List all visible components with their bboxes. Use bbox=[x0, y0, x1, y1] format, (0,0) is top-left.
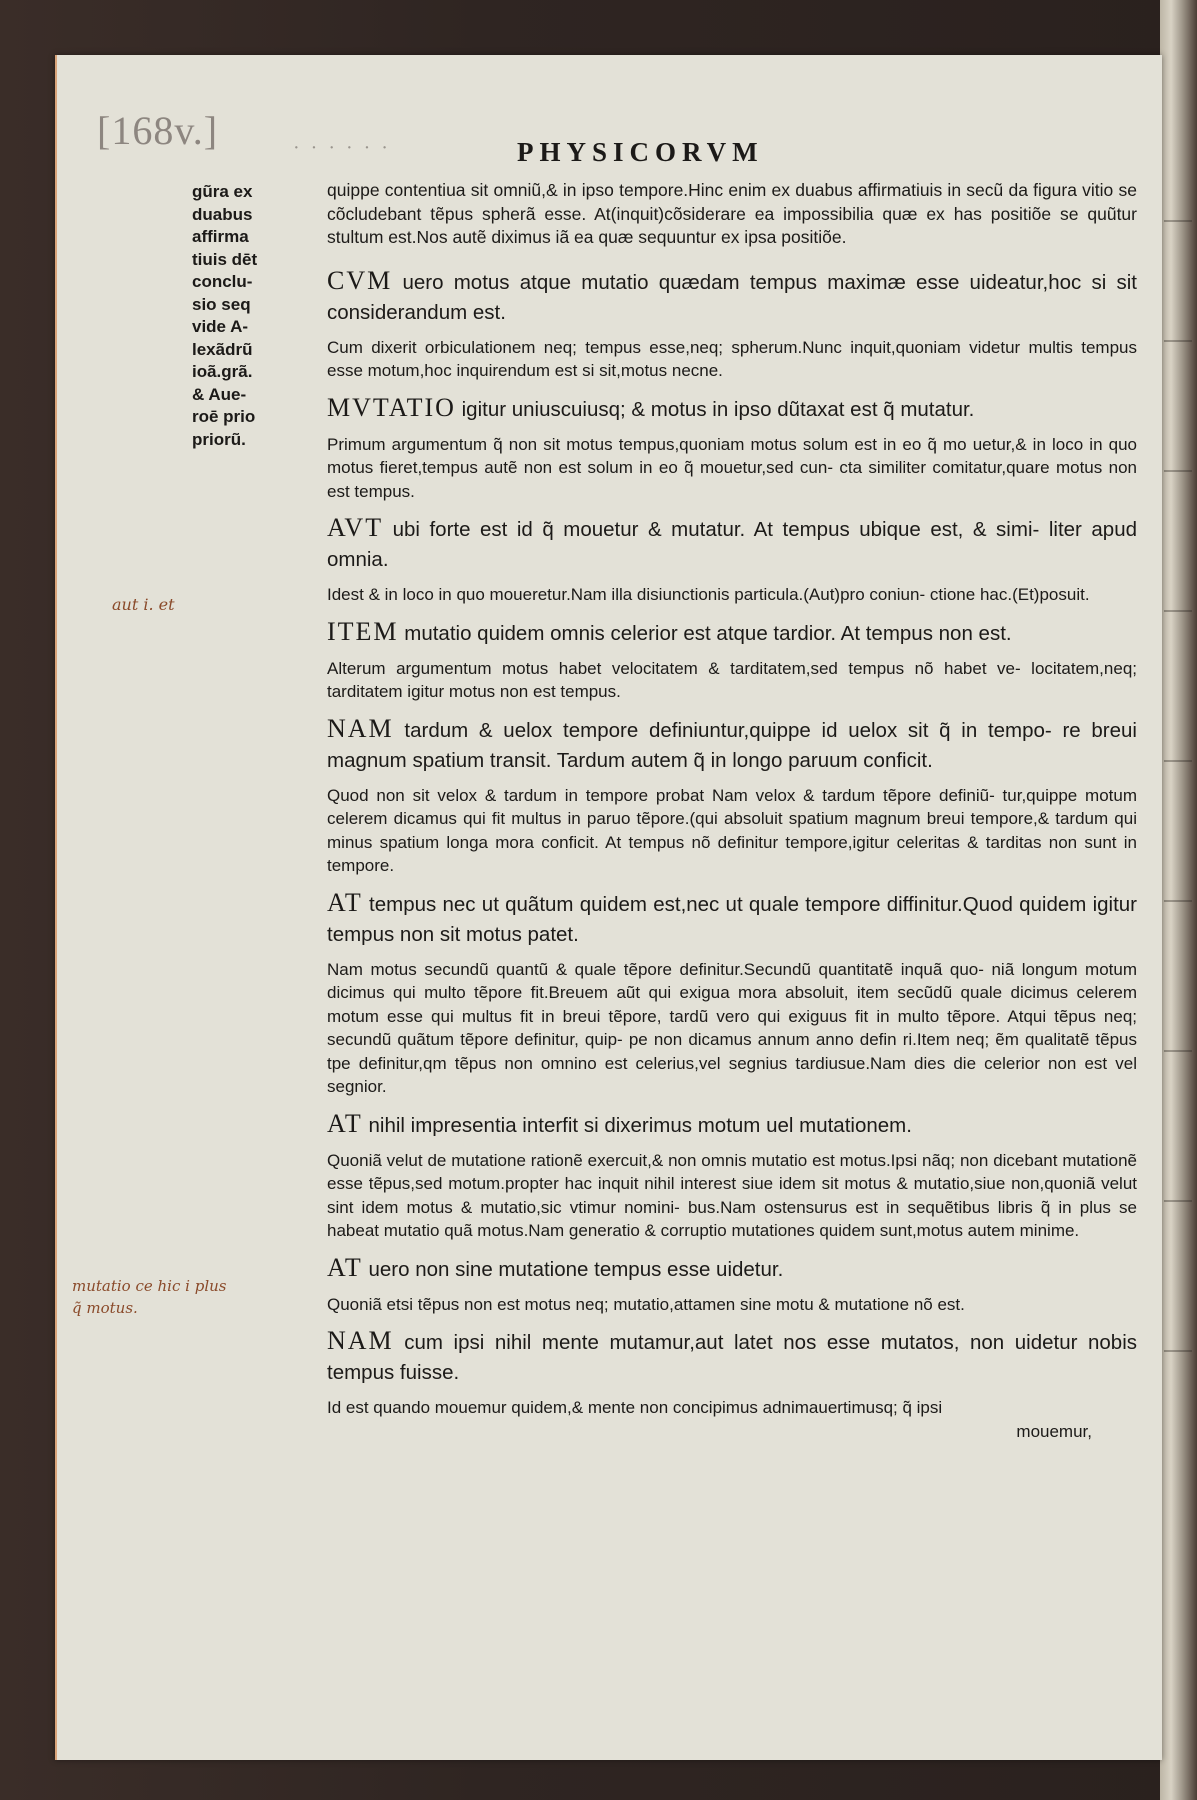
main-text bbox=[327, 179, 1137, 1453]
lemma-paragraph bbox=[327, 1253, 1137, 1285]
commentary-paragraph: Quoniã velut de mutatione rationẽ exercuit,& non omnis mutatio est motus.Ipsi nãq; non dicebant mutationẽ esse tẽpus,sed motum.propter hac inquit nihil interest siue idem sit motus & mutatio,siue non,quoniã velut sint idem motus & mutatio,sic vtimur nomini- bus.Nam ostensurus est in sequẽtibus libris q̃ in plus se habeat mutatio quã motus.Nam generatio & corruptio mutationes quidem sunt,motus autem minime. bbox=[327, 1150, 1137, 1240]
gloss-line: priorũ. bbox=[192, 429, 246, 449]
gloss-line: gũra ex bbox=[192, 182, 253, 201]
running-head: PHYSICORVM bbox=[517, 137, 764, 167]
commentary-paragraph bbox=[327, 1396, 1137, 1443]
gloss-line: ioã.grã. bbox=[192, 362, 253, 381]
catchword: mouemur, bbox=[1016, 1421, 1092, 1441]
gloss-line: vide A- bbox=[192, 317, 249, 336]
lemma-paragraph bbox=[327, 513, 1137, 575]
commentary-paragraph: Nam motus secundũ quantũ & quale tẽpore definitur.Secundũ quantitatẽ inquã quo- niã longum motum dicimus qui multo tẽpore fit.Breuem aũt qui exigua mora absoluit, item secũdũ quale dicimus celerem motum esse qui multus fit in breui tẽpore, tardũ vero qui exiguus fit in multo tẽpore. Atqui tẽpus neq; secundũ quãtum tẽpore definitur, quip- pe non dicamus annum anno defin ri.Item neq; ẽm qualitatẽ tẽpus tpe definitur,qm tẽpus non omnino est celerius,vel segnius tardiusue.Nam dies die celerior non est vel segnior. bbox=[327, 959, 1137, 1096]
ink-bleed-mark: · · · · · · bbox=[293, 137, 391, 159]
commentary-paragraph: Cum dixerit orbiculationem neq; tempus esse,neq; spherum.Nunc inquit,quoniam videtur multis tempus esse motum,hoc inquirendum est si sit,motus necne. bbox=[327, 337, 1137, 380]
margin-gloss bbox=[192, 181, 272, 451]
lemma-paragraph bbox=[327, 1326, 1137, 1388]
lemma-text: mutatio quidem omnis celerior est atque tardior. At tempus non est. bbox=[404, 621, 1012, 645]
lemma-lead-word: CVM bbox=[327, 265, 393, 295]
gloss-line: roē prio bbox=[192, 407, 256, 426]
handwritten-note: mutatio ce hic i plus q̃ motus. bbox=[72, 1277, 227, 1317]
lemma-text: uero motus atque mutatio quædam tempus maximæ esse uideatur,hoc si sit considerandum est. bbox=[327, 270, 1137, 324]
lemma-paragraph bbox=[327, 393, 1137, 425]
commentary-paragraph: Idest & in loco in quo moueretur.Nam illa disiunctionis particula.(Aut)pro coniun- ctione hac.(Et)posuit. bbox=[327, 585, 1090, 604]
commentary-paragraph: Quoniã etsi tẽpus non est motus neq; mutatio,attamen sine motu & mutatione nõ est. bbox=[327, 1294, 965, 1314]
lemma-lead-word: AT bbox=[327, 1252, 363, 1282]
lemma-lead-word: NAM bbox=[327, 1326, 394, 1355]
gloss-line: affirma bbox=[192, 227, 249, 246]
lemma-text: ubi forte est id q̃ mouetur & mutatur. At tempus ubique est, & simi- liter apud omnia. bbox=[327, 518, 1137, 571]
gloss-line: sio seq bbox=[192, 294, 251, 314]
commentary-text: Id est quando mouemur quidem,& mente non concipimus adnimauertimusq; q̃ ipsi bbox=[327, 1398, 943, 1417]
lemma-lead-word: NAM bbox=[327, 713, 394, 743]
lemma-lead-word: AVT bbox=[327, 513, 384, 542]
folio-number: [168v.] bbox=[97, 108, 219, 153]
lemma-paragraph bbox=[327, 1109, 1137, 1141]
lemma-lead-word: AT bbox=[327, 887, 363, 917]
gloss-line: duabus bbox=[192, 204, 253, 224]
commentary-paragraph: Alterum argumentum motus habet velocitatem & tarditatem,sed tempus nõ habet ve- locitatem,neq; tarditatem igitur motus non est tempus. bbox=[327, 658, 1137, 701]
gloss-line: & Aue- bbox=[192, 384, 247, 404]
handwritten-note: aut i. et bbox=[112, 595, 175, 614]
page-edge-stack bbox=[1160, 0, 1197, 1800]
gloss-line: lexãdrũ bbox=[192, 339, 253, 359]
lemma-text: uero non sine mutatione tempus esse uidetur. bbox=[368, 1257, 784, 1281]
lemma-lead-word: ITEM bbox=[327, 616, 399, 646]
lemma-paragraph bbox=[327, 888, 1137, 950]
gloss-line: tiuis dēt bbox=[192, 249, 258, 269]
book-page bbox=[55, 55, 1162, 1760]
commentary-paragraph: quippe contentiua sit omniũ,& in ipso tempore.Hinc enim ex duabus affirmatiuis in secũ da figura vitio se cõcludebant tẽpus spherã esse. At(inquit)cõsiderare ea impossibilia quæ ex has positiõe se quũtur stultum est.Nos autẽ diximus iã ea quæ sequuntur ex ipsa positiõe. bbox=[327, 180, 1137, 247]
lemma-text: igitur uniuscuiusq; & motus in ipso dũtaxat est q̃ mutatur. bbox=[461, 397, 975, 421]
lemma-lead-word: AT bbox=[327, 1108, 363, 1138]
lemma-text: tempus nec ut quãtum quidem est,nec ut quale tempore diffinitur.Quod quidem igitur tempus non sit motus patet. bbox=[327, 892, 1138, 946]
gloss-line: conclu- bbox=[192, 272, 253, 291]
lemma-paragraph bbox=[327, 714, 1137, 776]
commentary-paragraph: Quod non sit velox & tardum in tempore probat Nam velox & tardum tẽpore definiũ- tur,quippe motum celerem dicamus qui fit multus in paruo tẽpore.(qui absoluit spatium magnum breui tempore,& tardum qui minus spatium longa mora conficit. At tempus nõ definitur tempore,igitur celeritas & tarditas non sunt in tempore. bbox=[327, 785, 1137, 875]
lemma-text: cum ipsi nihil mente mutamur,aut latet nos esse mutatos, non uidetur nobis tempus fuisse. bbox=[327, 1331, 1137, 1384]
commentary-paragraph: Primum argumentum q̃ non sit motus tempus,quoniam motus solum est in eo q̃ mo uetur,& in loco in quo motus fieret,tempus autẽ non est solum in eo q̃ mouetur,sed cun- cta similiter comitatur,quare motus non est tempus. bbox=[327, 434, 1137, 501]
lemma-text: nihil impresentia interfit si dixerimus motum uel mutationem. bbox=[368, 1113, 912, 1137]
lemma-paragraph bbox=[327, 617, 1137, 649]
lemma-lead-word: MVTATIO bbox=[327, 392, 456, 422]
lemma-paragraph bbox=[327, 266, 1137, 328]
lemma-text: tardum & uelox tempore definiuntur,quippe id uelox sit q̃ in tempo- re breui magnum spatium transit. Tardum autem q̃ in longo paruum conficit. bbox=[327, 718, 1137, 772]
